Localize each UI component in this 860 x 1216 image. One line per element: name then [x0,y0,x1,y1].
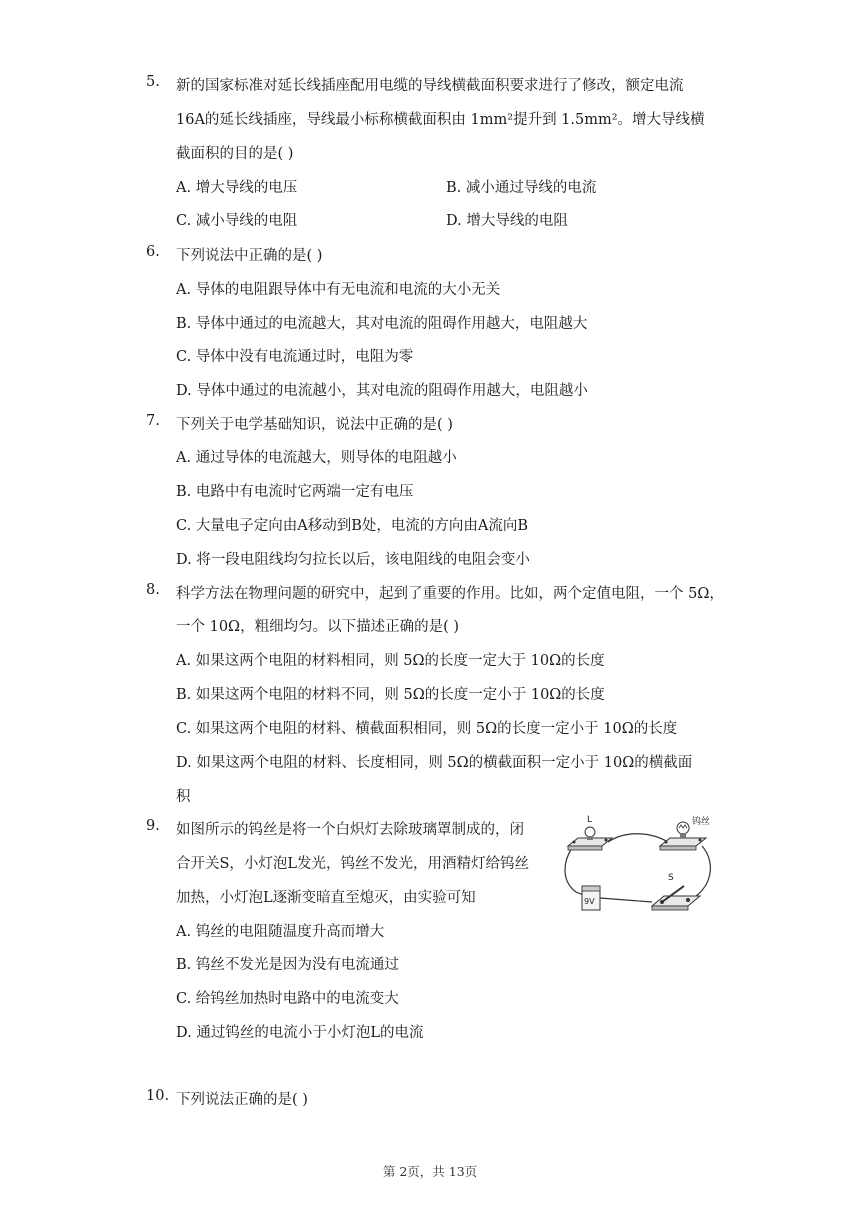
option-c: C. 大量电子定向由A移动到B处，电流的方向由A流向B [176,518,529,534]
option-a: A. 增大导线的电压 [176,180,298,196]
question-stem-line: 新的国家标准对延长线插座配用电缆的导线横截面积要求进行了修改，额定电流 [176,78,684,94]
question-stem-line: 加热，小灯泡L逐渐变暗直至熄灭，由实验可知 [176,890,476,906]
question-number: 9. [146,818,160,834]
option-a: A. 通过导体的电流越大，则导体的电阻越小 [176,450,457,466]
option-b: B. 如果这两个电阻的材料不同，则 5Ω的长度一定小于 10Ω的长度 [176,687,605,703]
option-d-continuation: 积 [176,789,191,805]
option-b: B. 电路中有电流时它两端一定有电压 [176,484,414,500]
lamp-label: L [587,815,593,825]
question-number: 7. [146,413,160,429]
option-c: C. 给钨丝加热时电路中的电流变大 [176,991,399,1007]
option-a: A. 导体的电阻跟导体中有无电流和电流的大小无关 [176,282,501,298]
option-d: D. 如果这两个电阻的材料、长度相同，则 5Ω的横截面积一定小于 10Ω的横截面 [176,755,693,771]
option-b: B. 导体中通过的电流越大，其对电流的阻碍作用越大，电阻越大 [176,316,588,332]
question-stem-line: 合开关S，小灯泡L发光，钨丝不发光，用酒精灯给钨丝 [176,856,530,872]
option-a: A. 如果这两个电阻的材料相同，则 5Ω的长度一定大于 10Ω的长度 [176,653,605,669]
option-d: D. 将一段电阻线均匀拉长以后，该电阻线的电阻会变小 [176,552,530,568]
question-stem-line: 一个 10Ω，粗细均匀。以下描述正确的是( ) [176,619,460,635]
question-stem-line: 截面积的目的是( ) [176,146,294,162]
option-d: D. 导体中通过的电流越小，其对电流的阻碍作用越大，电阻越小 [176,383,588,399]
battery-label: 9V [584,897,595,906]
option-d: D. 通过钨丝的电流小于小灯泡L的电流 [176,1025,424,1041]
question-stem-line: 16A的延长线插座，导线最小标称横截面积由 1mm²提升到 1.5mm²。增大导线横 [176,112,705,128]
switch-label: S [668,873,674,883]
option-b: B. 减小通过导线的电流 [446,180,597,196]
option-a: A. 钨丝的电阻随温度升高而增大 [176,924,385,940]
question-stem-line: 下列说法正确的是( ) [176,1092,308,1108]
tungsten-wire-label: 钨丝 [692,817,711,827]
option-c: C. 如果这两个电阻的材料、横截面积相同，则 5Ω的长度一定小于 10Ω的长度 [176,721,678,737]
option-b: B. 钨丝不发光是因为没有电流通过 [176,957,399,973]
question-stem-line: 下列关于电学基础知识，说法中正确的是( ) [176,417,453,433]
question-stem-line: 下列说法中正确的是( ) [176,248,323,264]
question-stem-line: 科学方法在物理问题的研究中，起到了重要的作用。比如，两个定值电阻，一个 5Ω， [176,586,724,602]
question-number: 8. [146,582,160,598]
question-number: 5. [146,74,160,90]
page-footer: 第 2页，共 13页 [382,1164,478,1179]
option-c: C. 导体中没有电流通过时，电阻为零 [176,349,414,365]
question-stem-line: 如图所示的钨丝是将一个白炽灯去除玻璃罩制成的，闭 [176,822,524,838]
option-c: C. 减小导线的电阻 [176,213,298,229]
question-number: 6. [146,244,160,260]
circuit-diagram [556,810,716,914]
option-d: D. 增大导线的电阻 [446,213,568,229]
question-number: 10. [146,1088,170,1104]
